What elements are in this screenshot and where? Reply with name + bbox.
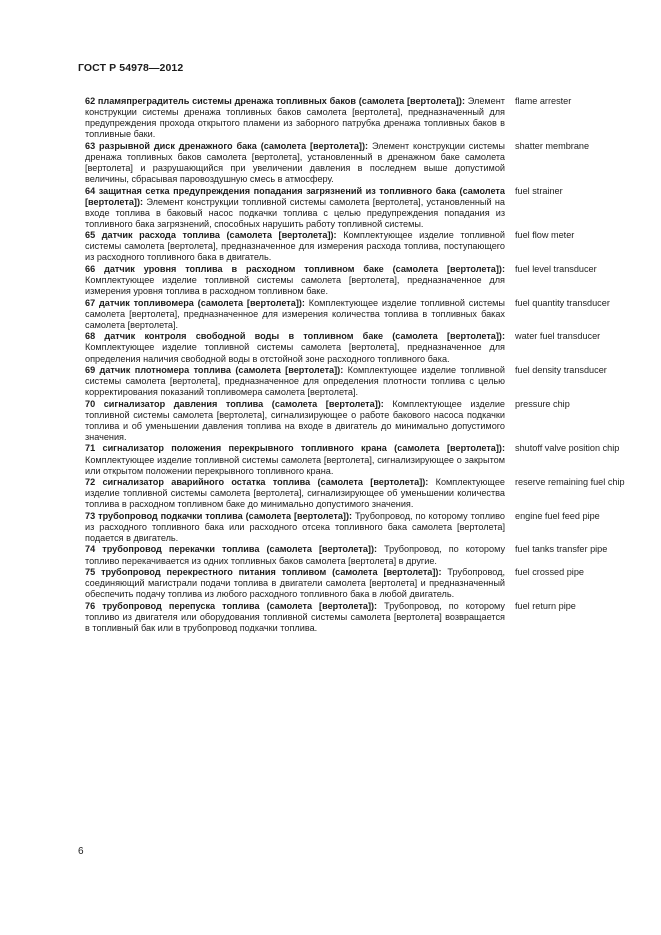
term-body — [85, 186, 505, 230]
term-title: трубопровод перекрестного питания топливом (самолета [вертолета]): — [101, 567, 442, 578]
term-body — [85, 477, 505, 510]
term-body — [85, 264, 505, 297]
term-entry — [85, 544, 630, 566]
term-english-equivalent: fuel crossed pipe — [515, 567, 584, 578]
term-title: пламяпреградитель системы дренажа топливных баков (самолета [вертолета]): — [97, 96, 465, 106]
page-number: 6 — [78, 846, 84, 857]
term-number: 72 — [85, 477, 96, 488]
term-entry — [85, 399, 630, 443]
term-title: разрывной диск дренажного бака (самолета [вертолета]): — [99, 140, 369, 151]
term-entry — [85, 264, 630, 297]
term-entry — [85, 141, 630, 185]
term-title: трубопровод подкачки топлива (самолета [вертолета]): — [98, 510, 353, 521]
term-definition: Комплектующее изделие топливной системы самолета [вертолета], сигнализирующее об уменьшении количества топлива в расходном топливном баке до минимально допустимого значения. — [85, 477, 505, 510]
term-number: 67 — [85, 297, 96, 308]
term-definition: Комплектующее изделие топливной системы самолета [вертолета], предназначенное для определения наличия свободной воды в отстойной зоне расходного топливного бака. — [85, 342, 505, 364]
term-title: датчик уровня топлива в расходном топливном баке (самолета [вертолета]): — [104, 263, 505, 274]
term-body — [85, 331, 505, 364]
term-english-equivalent: engine fuel feed pipe — [515, 510, 600, 521]
term-english-equivalent: fuel flow meter — [515, 230, 575, 241]
term-body — [85, 544, 505, 566]
term-english-equivalent: shatter membrane — [515, 140, 590, 151]
term-english-equivalent: fuel return pipe — [515, 600, 576, 611]
term-english-equivalent: flame arrester — [515, 96, 572, 106]
term-number: 69 — [85, 364, 96, 375]
term-number: 66 — [85, 263, 96, 274]
term-number: 70 — [85, 398, 96, 409]
term-body — [85, 567, 505, 600]
term-body — [85, 511, 505, 544]
term-definition: Комплектующее изделие топливной системы самолета [вертолета], предназначенное для измерения расхода топлива, поступающего из расходного топливного бака в двигатель. — [85, 230, 505, 263]
term-entry — [85, 443, 630, 476]
standard-header: ГОСТ Р 54978—2012 — [78, 62, 184, 74]
term-entry — [85, 511, 630, 544]
term-definition: Комплектующее изделие топливной системы самолета [вертолета], предназначенное для измерения уровня топлива в расходном топливном баке. — [85, 275, 505, 297]
term-body — [85, 365, 505, 398]
term-definition: Комплектующее изделие топливной системы самолета [вертолета], предназначенное для измерения количества топлива в топливных баках самолета [вертолета]. — [85, 297, 505, 330]
term-entry — [85, 230, 630, 263]
term-title: сигнализатор положения перекрывного топливного крана (самолета [вертолета]): — [102, 443, 506, 454]
term-english-equivalent: reserve remaining fuel chip — [515, 477, 625, 488]
term-number: 65 — [85, 230, 96, 241]
term-title: датчик топливомера (самолета [вертолета]): — [98, 297, 305, 308]
term-number: 71 — [85, 443, 96, 454]
term-number: 76 — [85, 600, 96, 611]
term-body — [85, 443, 505, 476]
term-definition: Трубопровод, по которому топливо из расходного топливного бака или расходного отсека топливного бака самолета [вертолета] подается в двигатель. — [85, 510, 505, 543]
term-entry — [85, 567, 630, 600]
term-definition: Элемент конструкции топливной системы самолета [вертолета], установленный на входе топлива в баковый насос подкачки топлива с целью предупреждения попадания из топливного бака загрязнений, способных нарушить работу топливной системы. — [85, 196, 505, 229]
term-number: 62 — [85, 96, 96, 106]
term-english-equivalent: fuel density transducer — [515, 364, 607, 375]
term-body — [85, 601, 505, 634]
term-entry — [85, 601, 630, 634]
term-entry — [85, 365, 630, 398]
term-body — [85, 399, 505, 443]
term-english-equivalent: shutoff valve position chip — [515, 443, 620, 454]
term-english-equivalent: fuel quantity transducer — [515, 297, 610, 308]
term-number: 64 — [85, 185, 96, 196]
term-body — [85, 96, 505, 140]
term-body — [85, 298, 505, 331]
term-number: 73 — [85, 510, 96, 521]
term-title: трубопровод перекачки топлива (самолета [вертолета]): — [102, 544, 378, 555]
term-english-equivalent: fuel strainer — [515, 185, 563, 196]
term-title: датчик расхода топлива (самолета [вертолета]): — [101, 230, 337, 241]
term-number: 75 — [85, 567, 96, 578]
term-definition: Комплектующее изделие топливной системы самолета [вертолета], предназначенное для определения плотности топлива с целью корректирования показаний топливомера самолета [вертолета]. — [85, 364, 505, 398]
terms-list — [85, 96, 630, 634]
term-definition: Трубопровод, по которому топливо из двигателя или оборудования топливной системы самолета [вертолета] возвращается в топливный бак или в трубопровод подкачки топлива. — [85, 600, 505, 633]
term-definition: Трубопровод, по которому топливо перекачивается из одних топливных баков самолета [вертолета] в другие. — [85, 544, 506, 566]
term-english-equivalent: pressure chip — [515, 398, 570, 409]
term-definition: Трубопровод, соединяющий магистрали подачи топлива в двигатели самолета [вертолета] и предназначенный обеспечить подачу топлива из любого расходного топливного бака в любой двигатель. — [85, 567, 505, 600]
term-entry — [85, 331, 630, 364]
term-english-equivalent: water fuel transducer — [515, 331, 601, 342]
term-title: датчик контроля свободной воды в топливном баке (самолета [вертолета]): — [104, 331, 505, 342]
term-title: трубопровод перепуска топлива (самолета [вертолета]): — [102, 600, 378, 611]
term-definition: Комплектующее изделие топливной системы самолета [вертолета], сигнализирующее о работе бакового насоса подкачки топлива и об уменьшении давления топлива на входе в двигатель до минимально допустимого значения. — [85, 398, 505, 442]
term-entry — [85, 477, 630, 510]
term-title: сигнализатор аварийного остатка топлива (самолета [вертолета]): — [102, 477, 429, 488]
term-body — [85, 141, 505, 185]
term-english-equivalent: fuel level transducer — [515, 263, 597, 274]
term-body — [85, 230, 505, 263]
term-english-equivalent: fuel tanks transfer pipe — [515, 544, 608, 555]
term-entry — [85, 186, 630, 230]
term-definition: Элемент конструкции системы дренажа топливных баков самолета [вертолета], установленный в дренажном баке самолета [вертолета] и разрушающийся при увеличении давления в последнем выше допустимой величины, сбрасывая паровоздушную смесь в атмосферу. — [85, 140, 505, 185]
term-title: датчик плотномера топлива (самолета [вертолета]): — [99, 364, 344, 375]
term-number: 74 — [85, 544, 96, 555]
term-entry — [85, 96, 630, 140]
term-title: защитная сетка предупреждения попадания загрязнений из топливного бака (самолета [вертолета]): — [85, 185, 505, 207]
term-title: сигнализатор давления топлива (самолета [вертолета]): — [103, 398, 384, 409]
term-entry — [85, 298, 630, 331]
term-definition: Комплектующее изделие топливной системы самолета [вертолета], сигнализирующее о закрытом или открытом положении перекрывного топливного крана. — [85, 454, 505, 476]
term-number: 63 — [85, 140, 96, 151]
term-number: 68 — [85, 331, 96, 342]
term-definition: Элемент конструкции системы дренажа топливных баков самолета [вертолета], предназначенный для предупреждения прохода открытого пламени из заборного патрубка дренажа топливных баков в топливные баки. — [85, 96, 505, 140]
